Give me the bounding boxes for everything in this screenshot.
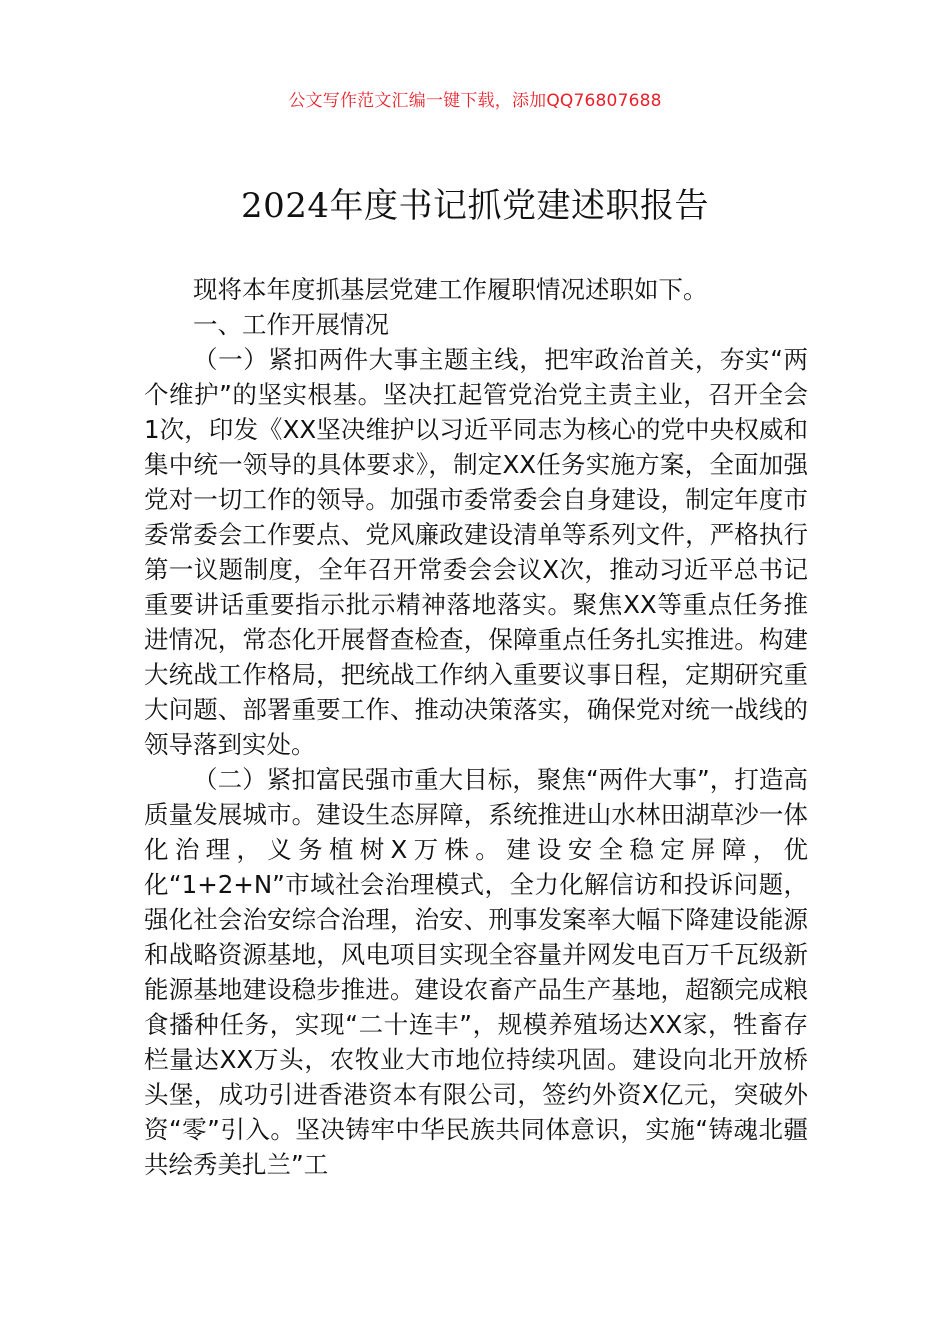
section-heading: 一、工作开展情况 [193,310,389,339]
document-body [144,272,808,1182]
paragraph-two: （二）紧扣富民强市重大目标，聚焦“两件大事”，打造高质量发展城市。建设生态屏障，系统推进山水林田湖草沙一体化治理，义务植树X万株。建设安全稳定屏障，优化“1+2+N”市域社会治理模式，全力化解信访和投诉问题，强化社会治安综合治理，治安、刑事发案率大幅下降建设能源和战略资源基地，风电项目实现全容量并网发电百万千瓦级新能源基地建设稳步推进。建设农畜产品生产基地，超额完成粮食播种任务，实现“二十连丰”，规模养殖场达XX家，牲畜存栏量达XX万头，农牧业大市地位持续巩固。建设向北开放桥头堡，成功引进香港资本有限公司，签约外资X亿元，突破外资“零”引入。坚决铸牢中华民族共同体意识，实施“铸魂北疆共绘秀美扎兰”工 [144,765,808,1179]
download-banner: 公文写作范文汇编一键下载，添加QQ76807688 [288,91,662,111]
intro-paragraph: 现将本年度抓基层党建工作履职情况述职如下。 [193,275,708,304]
document-title: 2024年度书记抓党建述职报告 [240,186,710,226]
paragraph-one: （一）紧扣两件大事主题主线，把牢政治首关，夯实“两个维护”的坚实根基。坚决扛起管党治党主责主业，召开全会1次，印发《XX坚决维护以习近平同志为核心的党中央权威和集中统一领导的具体要求》，制定XX任务实施方案，全面加强党对一切工作的领导。加强市委常委会自身建设，制定年度市委常委会工作要点、党风廉政建设清单等系列文件，严格执行第一议题制度，全年召开常委会会议X次，推动习近平总书记重要讲话重要指示批示精神落地落实。聚焦XX等重点任务推进情况，常态化开展督查检查，保障重点任务扎实推进。构建大统战工作格局，把统战工作纳入重要议事日程，定期研究重大问题、部署重要工作、推动决策落实，确保党对统一战线的领导落到实处。 [144,345,808,759]
